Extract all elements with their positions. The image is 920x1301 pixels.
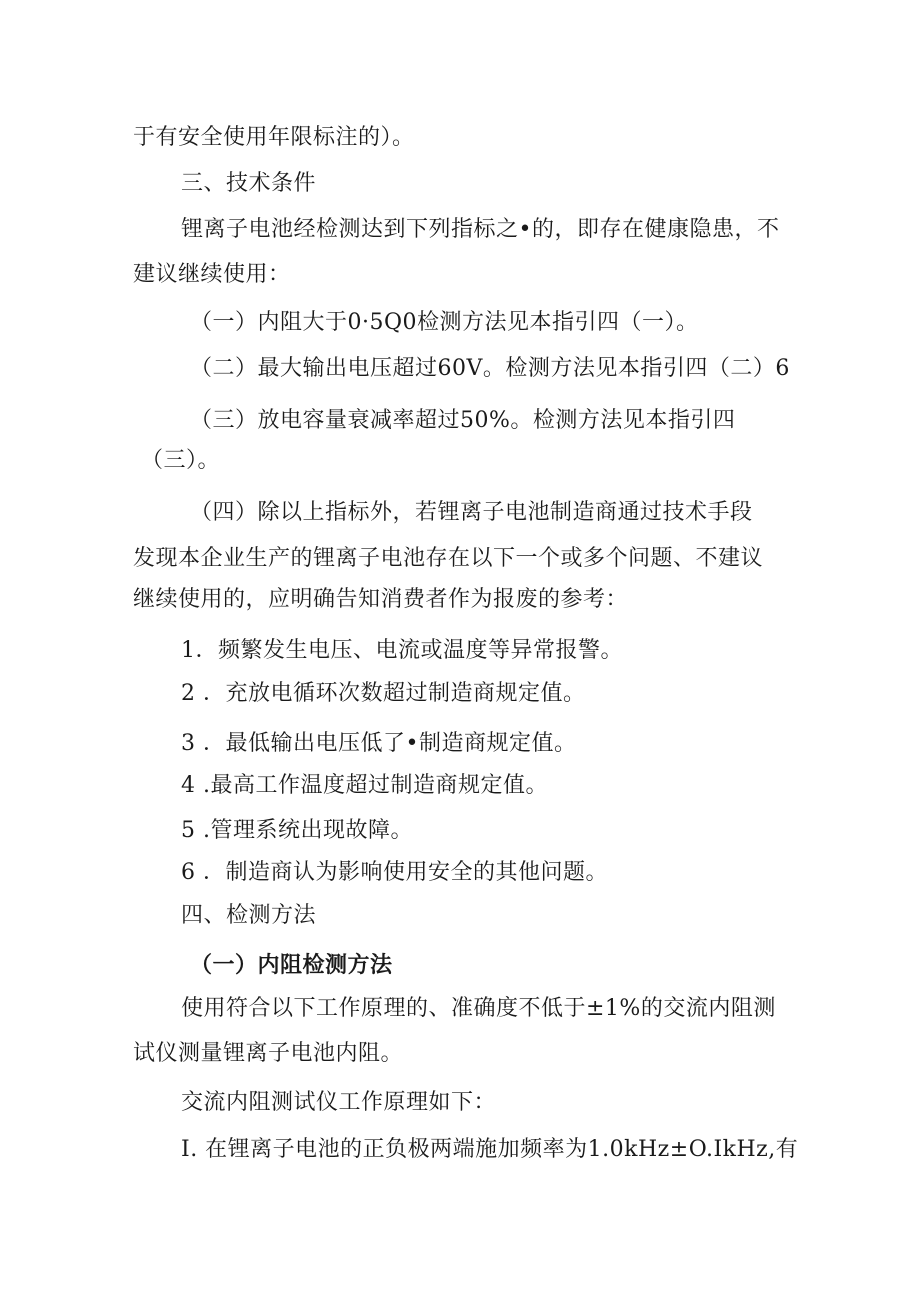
- paragraph-line: 试仪测量锂离子电池内阻。: [133, 1041, 404, 1066]
- paragraph-line: 锂离子电池经检测达到下列指标之•的，即存在健康隐患，不: [181, 217, 780, 242]
- section-heading-technical-conditions: 三、技术条件: [181, 171, 317, 196]
- list-item: 3 ．最低输出电压低了•制造商规定值。: [181, 731, 577, 756]
- paragraph-line: 继续使用的，应明确告知消费者作为报废的参考：: [133, 587, 629, 612]
- paragraph-line: 于有安全使用年限标注的）。: [133, 125, 415, 150]
- criterion-item-continuation: （三）。: [141, 448, 221, 473]
- list-item: 2 ．充放电循环次数超过制造商规定值。: [181, 681, 586, 706]
- list-item: 1．频繁发生电压、电流或温度等异常报警。: [181, 638, 623, 663]
- criterion-item: （三）放电容量衰减率超过50%。检测方法见本指引四: [190, 408, 736, 433]
- criterion-item: （二）最大输出电压超过60V。检测方法见本指引四（二）6: [190, 356, 790, 381]
- paragraph-line: 发现本企业生产的锂离子电池存在以下一个或多个问题、不建议: [133, 546, 764, 571]
- list-item: 4 .最高工作温度超过制造商规定值。: [181, 773, 548, 798]
- paragraph-line: 交流内阻测试仪工作原理如下：: [181, 1090, 497, 1115]
- list-item: 5 .管理系统出现故障。: [181, 818, 413, 843]
- subsection-heading-internal-resistance: （一）内阻检测方法: [190, 953, 393, 978]
- criterion-item: （一）内阻大于0·5Q0检测方法见本指引四（一）。: [190, 310, 699, 335]
- paragraph-line: I. 在锂离子电池的正负极两端施加频率为1.0kHz±O.IkHz,有: [181, 1137, 799, 1162]
- paragraph-line: 建议继续使用：: [133, 262, 291, 287]
- list-item: 6 ．制造商认为影响使用安全的其他问题。: [181, 860, 608, 885]
- paragraph-line: 使用符合以下工作原理的、准确度不低于±1%的交流内阻测: [181, 996, 776, 1021]
- criterion-item: （四）除以上指标外，若锂离子电池制造商通过技术手段: [190, 500, 753, 525]
- section-heading-test-methods: 四、检测方法: [181, 903, 317, 928]
